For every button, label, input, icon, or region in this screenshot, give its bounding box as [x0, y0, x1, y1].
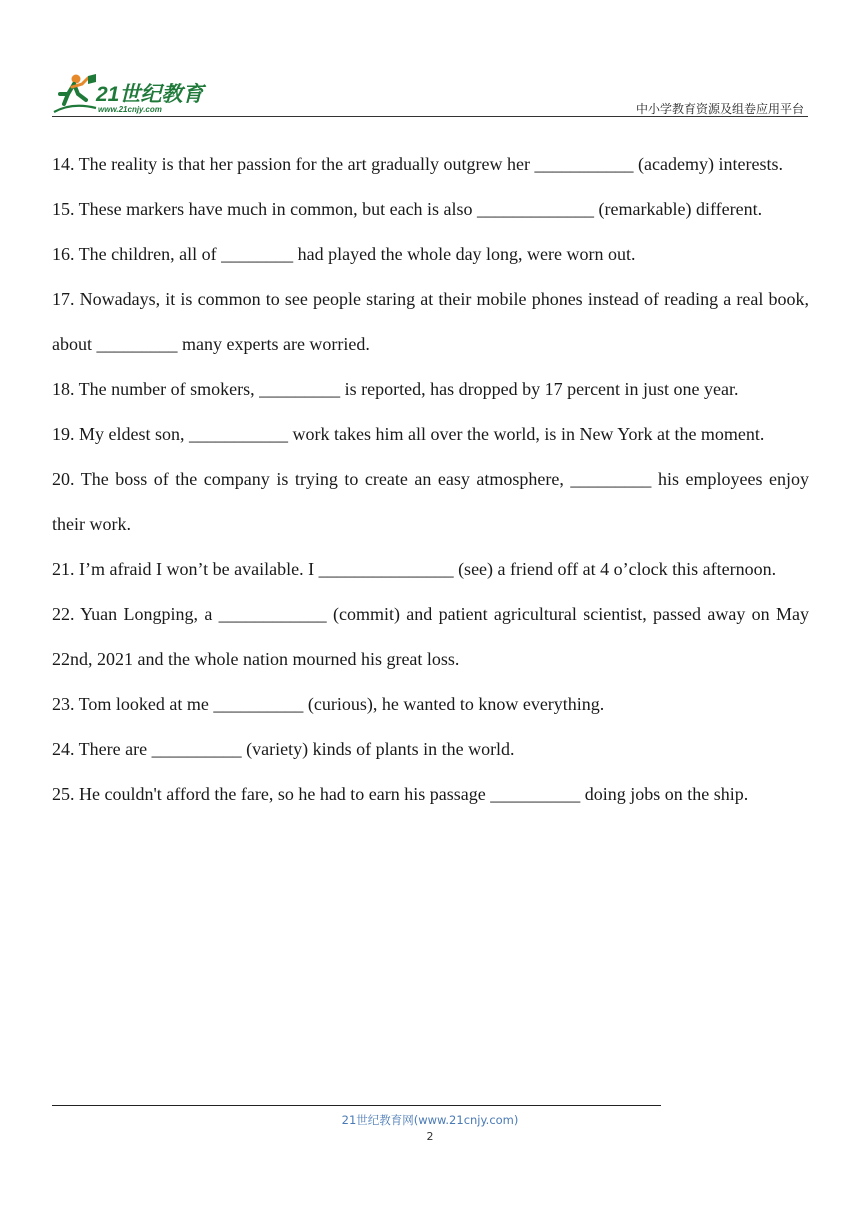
- page-header: [52, 66, 808, 118]
- question-list: [52, 142, 809, 817]
- question-21: 21. I’m afraid I won’t be available. I _______________ (see) a friend off at 4 o’clock this afternoon.: [52, 559, 777, 579]
- question-16: 16. The children, all of ________ had played the whole day long, were worn out.: [52, 244, 636, 264]
- footer-site-link[interactable]: 21世纪教育网(www.21cnjy.com): [341, 1113, 519, 1127]
- question-22: 22. Yuan Longping, a ____________ (commit) and patient agricultural scientist, passed away on May 22nd, 2021 and the whole nation mourned his great loss.: [52, 604, 809, 669]
- question-19: 19. My eldest son, ___________ work takes him all over the world, is in New York at the moment.: [52, 424, 765, 444]
- question-18: 18. The number of smokers, _________ is reported, has dropped by 17 percent in just one year.: [52, 379, 739, 399]
- footer-divider: [52, 1105, 661, 1106]
- question-24: 24. There are __________ (variety) kinds of plants in the world.: [52, 739, 515, 759]
- header-divider: [52, 116, 808, 117]
- runner-logo-icon: [52, 72, 98, 114]
- logo-url: www.21cnjy.com: [98, 105, 162, 114]
- question-23: 23. Tom looked at me __________ (curious), he wanted to know everything.: [52, 694, 605, 714]
- platform-tagline: 中小学教育资源及组卷应用平台: [635, 102, 804, 116]
- site-logo[interactable]: [52, 72, 222, 116]
- page-number: 2: [426, 1130, 434, 1143]
- question-25: 25. He couldn't afford the fare, so he had to earn his passage __________ doing jobs on the ship.: [52, 784, 749, 804]
- question-14: 14. The reality is that her passion for the art gradually outgrew her ___________ (academy) interests.: [52, 154, 783, 174]
- question-20: 20. The boss of the company is trying to create an easy atmosphere, _________ his employees enjoy their work.: [52, 469, 809, 534]
- question-17: 17. Nowadays, it is common to see people staring at their mobile phones instead of reading a real book, about _________ many experts are worried.: [52, 289, 809, 354]
- question-15: 15. These markers have much in common, but each is also _____________ (remarkable) different.: [52, 199, 763, 219]
- logo-wordmark: 21世纪教育: [96, 83, 204, 106]
